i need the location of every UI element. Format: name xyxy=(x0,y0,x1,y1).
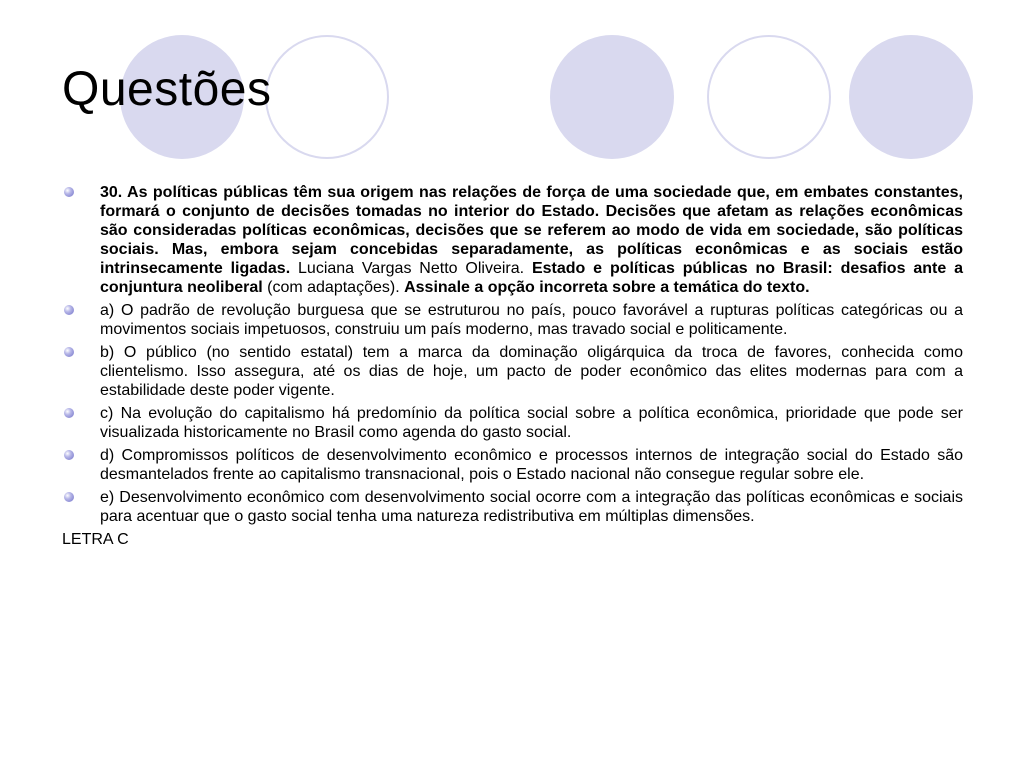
question-text: 30. As políticas públicas têm sua origem nas relações de força de uma sociedade que, em embates constantes, formará o conjunto de decisões tomadas no interior do Estado. Decisões que afetam as relações econômicas são consideradas políticas econômicas, decisões que se referem ao modo de vida em sociedade, são políticas sociais. Mas, embora sejam concebidas separadamente, as políticas econômicas e as sociais estão intrinsecamente ligadas. xyxy=(100,184,963,277)
option-a xyxy=(62,301,963,339)
option-c-text: c) Na evolução do capitalismo há predomínio da política social sobre a política econômica, prioridade que pode ser visualizada historicamente no Brasil como agenda do gasto social. xyxy=(100,405,963,441)
bullet-icon xyxy=(64,450,74,460)
decor-circle-4 xyxy=(707,35,831,159)
question-source-title: Estado e políticas públicas no Brasil: desafios ante a conjuntura neoliberal xyxy=(100,260,964,296)
bullet-icon xyxy=(64,305,74,315)
option-c xyxy=(62,404,963,442)
bullet-icon xyxy=(64,347,74,357)
bullet-icon xyxy=(64,187,74,197)
slide-title: Questões xyxy=(62,63,272,116)
decor-circle-3 xyxy=(550,35,674,159)
decor-circle-2 xyxy=(265,35,389,159)
question-author: Luciana Vargas Netto Oliveira. xyxy=(290,260,532,277)
option-d-text: d) Compromissos políticos de desenvolvimento econômico e processos internos de integração social do Estado são desmantelados frente ao capitalismo transnacional, pois o Estado nacional não consegue regular sobre ele. xyxy=(100,447,963,483)
question-adaptation: (com adaptações). xyxy=(262,279,405,296)
slide-content xyxy=(62,183,963,549)
bullet-icon xyxy=(64,492,74,502)
option-e xyxy=(62,488,963,526)
answer-text: LETRA C xyxy=(62,531,129,548)
question-instruction: Assinale a opção incorreta sobre a temática do texto. xyxy=(404,279,810,296)
option-b-text: b) O público (no sentido estatal) tem a marca da dominação oligárquica da troca de favores, conhecida como clientelismo. Isso assegura, até os dias de hoje, um pacto de poder econômico das elites modernas para com a estabilidade deste poder vigente. xyxy=(100,344,963,399)
option-d xyxy=(62,446,963,484)
option-a-text: a) O padrão de revolução burguesa que se estruturou no país, pouco favorável a rupturas políticas categóricas ou a movimentos sociais impetuosos, construiu um país moderno, mas travado social e politicamente. xyxy=(100,302,963,338)
option-e-text: e) Desenvolvimento econômico com desenvolvimento social ocorre com a integração das políticas econômicas e sociais para acentuar que o gasto social tenha uma natureza redistributiva em múltiplas dimensões. xyxy=(100,489,963,525)
option-b xyxy=(62,343,963,400)
decor-circle-5 xyxy=(849,35,973,159)
question-item xyxy=(62,183,963,297)
bullet-icon xyxy=(64,408,74,418)
